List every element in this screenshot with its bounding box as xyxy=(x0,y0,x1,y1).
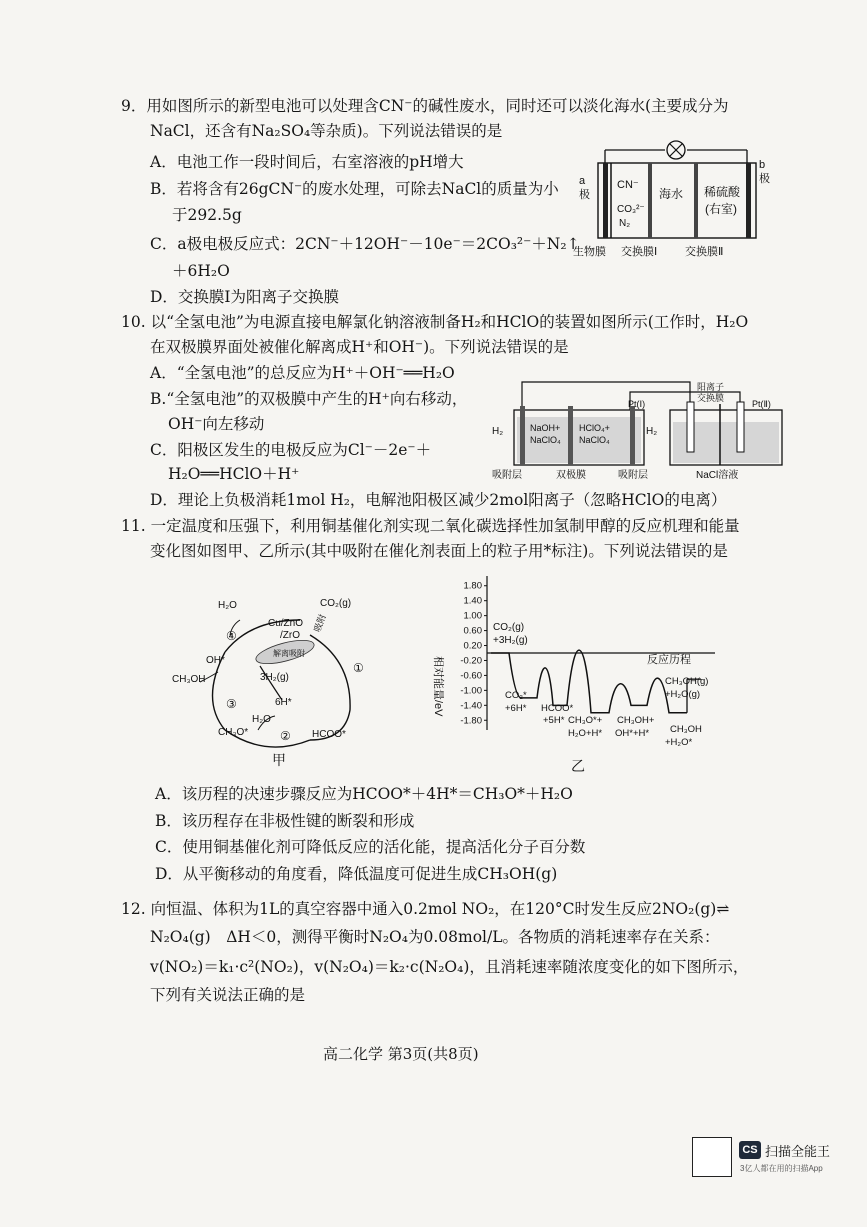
label-a: a xyxy=(579,175,586,187)
yi-lbl-ch3oh1: CH₃OH+ xyxy=(617,715,655,726)
yi-ylabel: 相对能量/eV xyxy=(432,656,444,717)
yi-lbl-start1: CO₂(g) xyxy=(493,622,525,633)
label-a-ji: 极 xyxy=(579,189,590,201)
label-naclo4-right: NaClO₄ xyxy=(579,435,610,445)
yi-tick-label: 0.20 xyxy=(463,640,482,652)
scanner-sub: 3亿人都在用的扫描App xyxy=(740,1164,823,1173)
label-cation-membrane2: 交换膜 xyxy=(697,393,725,403)
label-membrane1: 交换膜Ⅰ xyxy=(621,246,658,258)
yi-tick-label: -0.20 xyxy=(460,655,482,667)
jia-oh: OH* xyxy=(206,655,225,666)
q9-option-c-line2: ＋6H₂O xyxy=(172,262,230,280)
yi-lbl-endg1: CH₃OH(g) xyxy=(665,676,709,687)
q12-stem-line3: v(NO₂)＝k₁·c²(NO₂)，v(N₂O₄)＝k₂·c(N₂O₄)，且消耗速率随浓度变化的如下图所示， xyxy=(150,958,749,976)
label-adsorb-left: 吸附层 xyxy=(492,470,522,481)
label-pt1: Pt(Ⅰ) xyxy=(628,399,646,409)
label-co3: CO₃²⁻ xyxy=(617,204,645,215)
q9-stem-line1: 9．用如图所示的新型电池可以处理含CN⁻的碱性废水，同时还可以淡化海水(主要成分为 xyxy=(121,97,729,115)
yi-tick-label: -1.80 xyxy=(460,715,482,727)
q11-stem-line1: 11. 一定温度和压强下，利用铜基催化剂实现二氧化碳选择性加氢制甲醇的反应机理和能量 xyxy=(121,517,740,535)
q9-option-b-line1: B．若将含有26gCN⁻的废水处理，可除去NaCl的质量为小 xyxy=(150,180,559,198)
label-naclo4-left: NaClO₄ xyxy=(530,435,561,445)
yi-lbl-ch3o1: CH₃O*+ xyxy=(568,715,603,726)
label-pt2: Pt(Ⅱ) xyxy=(752,399,771,409)
q10-option-b-line1: B.“全氢电池”的双极膜中产生的H⁺向右移动， xyxy=(150,390,468,408)
jia-hcoo: HCOO* xyxy=(312,729,346,740)
yi-caption: 乙 xyxy=(571,758,585,774)
jia-6h: 6H* xyxy=(275,697,292,708)
yi-xlabel: 反应历程 xyxy=(647,654,691,666)
yi-lbl-ends1: CH₃OH xyxy=(670,724,702,735)
q12-stem-line4: 下列有关说法正确的是 xyxy=(150,986,306,1004)
q10-option-d: D．理论上负极消耗1mol H₂，电解池阳极区减少2mol阳离子（忽略HClO的电离） xyxy=(150,491,727,509)
page-footer: 高二化学 第3页(共8页) xyxy=(323,1045,479,1063)
label-n2: N₂ xyxy=(619,218,631,229)
q11-option-c: C．使用铜基催化剂可降低反应的活化能，提高活化分子百分数 xyxy=(155,838,586,856)
yi-lbl-endg2: +H₂O(g) xyxy=(665,689,701,700)
q9-option-d: D．交换膜Ⅰ为阳离子交换膜 xyxy=(150,288,340,306)
yi-tick-label: -1.40 xyxy=(460,700,482,712)
q11-fig-jia xyxy=(170,590,385,770)
label-h2-left: H₂ xyxy=(492,426,504,437)
jia-dissoc: 解离吸附 xyxy=(273,649,305,658)
q12-stem-line2: N₂O₄(g) ΔH＜0，测得平衡时N₂O₄为0.08mol/L。各物质的消耗速率存在关系： xyxy=(150,928,720,946)
jia-ch3o: CH₃O* xyxy=(218,727,249,738)
yi-lbl-hcoo2: +5H* xyxy=(543,715,565,726)
q10-option-c-line2: H₂O══HClO＋H⁺ xyxy=(168,465,300,483)
q9-option-c-line1: C．a极电极反应式：2CN⁻＋12OH⁻－10e⁻＝2CO₃²⁻＋N₂↑ xyxy=(150,235,580,253)
yi-lbl-start2: +3H₂(g) xyxy=(493,635,528,646)
label-b-ji: 极 xyxy=(759,173,770,185)
yi-lbl-co2s2: +6H* xyxy=(505,703,527,714)
q10-option-c-line1: C．阳极区发生的电极反应为Cl⁻－2e⁻＋ xyxy=(150,441,432,459)
yi-lbl-ends2: +H₂O* xyxy=(665,737,693,748)
jia-adsorb: 吸附 xyxy=(312,612,328,634)
label-seawater: 海水 xyxy=(659,187,684,201)
jia-caption: 甲 xyxy=(272,752,286,768)
scanner-name: 扫描全能王 xyxy=(765,1144,831,1159)
q10-electrolysis-figure xyxy=(490,372,785,482)
jia-step3: ③ xyxy=(226,697,237,711)
label-acid2: (右室) xyxy=(705,202,737,216)
label-cation-membrane1: 阳离子 xyxy=(697,382,725,392)
label-membrane2: 交换膜Ⅱ xyxy=(685,246,724,258)
q9-option-a: A．电池工作一段时间后，右室溶液的pH增大 xyxy=(150,153,464,171)
q9-battery-figure xyxy=(565,138,780,260)
jia-ch3oh: CH₃OH xyxy=(172,674,206,685)
q9-option-b-line2: 于292.5g xyxy=(172,206,242,224)
camscanner-logo: CS xyxy=(739,1141,761,1159)
q11-option-d: D．从平衡移动的角度看，降低温度可促进生成CH₃OH(g) xyxy=(155,865,558,883)
q9-stem-line2: NaCl，还含有Na₂SO₄等杂质)。下列说法错误的是 xyxy=(150,122,503,140)
label-h2-right: H₂ xyxy=(646,426,658,437)
q10-option-b-line2: OH⁻向左移动 xyxy=(168,415,265,433)
jia-step1: ① xyxy=(353,661,364,675)
jia-h2g: 3H₂(g) xyxy=(260,672,289,683)
qr-code-icon xyxy=(692,1137,732,1177)
jia-cat1: Cu/ZnO xyxy=(268,618,304,629)
jia-step4: ④ xyxy=(226,629,237,643)
label-adsorb-right: 吸附层 xyxy=(618,470,648,481)
q11-option-a: A．该历程的决速步骤反应为HCOO*＋4H*＝CH₃O*＋H₂O xyxy=(155,785,573,803)
label-acid1: 稀硫酸 xyxy=(704,185,741,199)
yi-tick-label: 0.60 xyxy=(463,625,482,637)
yi-lbl-ch3o2: H₂O+H* xyxy=(568,728,603,739)
label-biomembrane: 生物膜 xyxy=(573,246,606,258)
electrode-b xyxy=(746,163,751,238)
label-naoh: NaOH+ xyxy=(530,423,561,433)
label-b: b xyxy=(759,159,766,171)
q12-stem-line1: 12. 向恒温、体积为1L的真空容器中通入0.2mol NO₂，在120°C时发生反应2NO₂(g)⇌ xyxy=(121,900,730,918)
yi-tick-label: 1.80 xyxy=(463,580,482,592)
jia-h2o-top: H₂O xyxy=(218,600,237,611)
label-bipolar: 双极膜 xyxy=(556,470,586,481)
q11-fig-yi-chart xyxy=(425,568,725,783)
jia-step2: ② xyxy=(280,729,291,743)
yi-tick-label: 1.40 xyxy=(463,595,482,607)
jia-cat2: /ZrO xyxy=(280,630,300,641)
yi-tick-label: 1.00 xyxy=(463,610,482,622)
jia-co2g: CO₂(g) xyxy=(320,598,352,609)
label-hclo4: HClO₄+ xyxy=(579,423,610,433)
yi-lbl-hcoo1: HCOO* xyxy=(541,703,574,714)
q11-stem-line2: 变化图如图甲、乙所示(其中吸附在催化剂表面上的粒子用*标注)。下列说法错误的是 xyxy=(150,542,728,560)
yi-tick-label: -0.60 xyxy=(460,670,482,682)
yi-lbl-ch3oh2: OH*+H* xyxy=(615,728,650,739)
yi-lbl-co2s1: CO₂* xyxy=(505,690,527,701)
q10-option-a: A．“全氢电池”的总反应为H⁺＋OH⁻══H₂O xyxy=(150,364,455,382)
label-nacl-solution: NaCl溶液 xyxy=(696,470,739,481)
label-cn: CN⁻ xyxy=(617,179,639,191)
electrode-a xyxy=(603,163,608,238)
jia-h2o-mid: H₂O xyxy=(252,714,271,725)
q10-stem-line1: 10. 以“全氢电池”为电源直接电解氯化钠溶液制备H₂和HClO的装置如图所示(工作时，H₂O xyxy=(121,313,749,331)
q11-option-b: B．该历程存在非极性键的断裂和形成 xyxy=(155,812,415,830)
yi-tick-label: -1.00 xyxy=(460,685,482,697)
q10-stem-line2: 在双极膜界面处被催化解离成H⁺和OH⁻)。下列说法错误的是 xyxy=(150,338,569,356)
